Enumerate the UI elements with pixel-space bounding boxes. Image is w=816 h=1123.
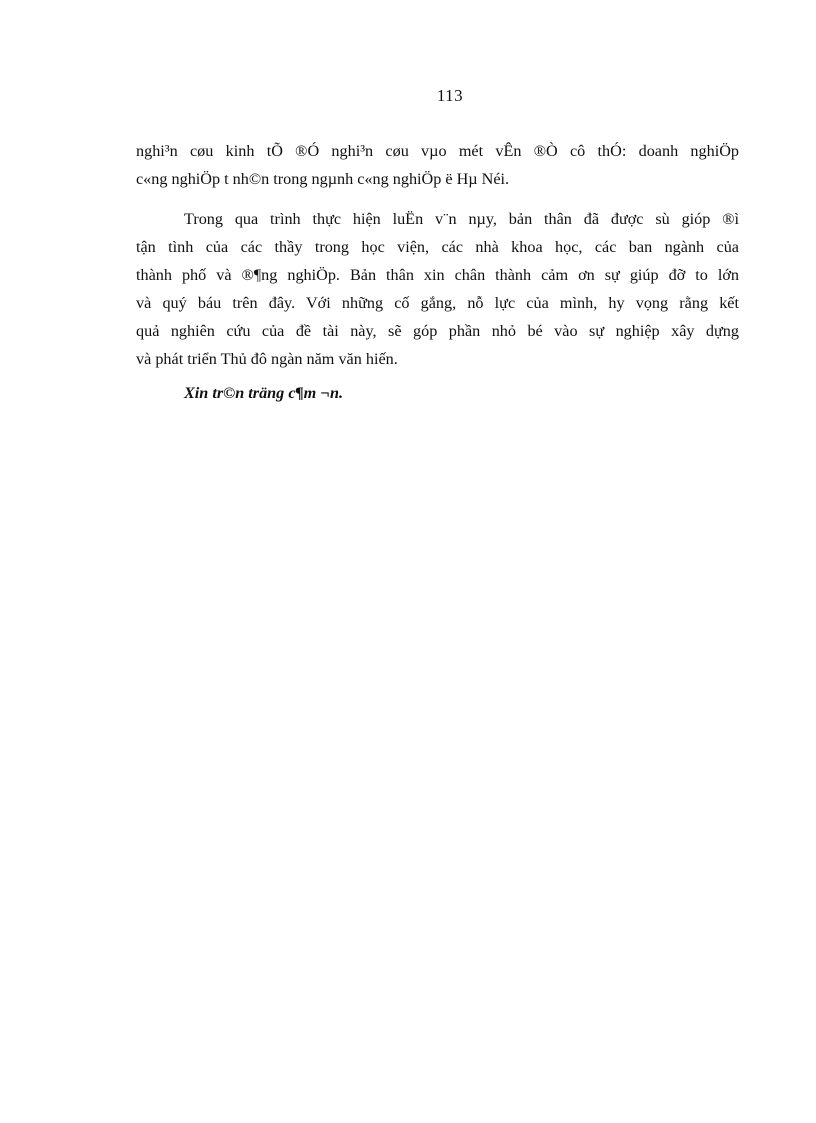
paragraph-line: tận tình của các thầy trong học viện, các nhà khoa học, các ban ngành của [136, 238, 739, 256]
paragraph-line: thành phố và ®¶ng nghiÖp. Bản thân xin chân thành cảm ơn sự giúp đỡ to lớn [136, 266, 739, 284]
closing-thanks: Xin tr©n träng c¶m ¬n. [184, 384, 344, 402]
paragraph-line: c«ng nghiÖp t nh©n trong ngµnh c«ng nghiÖp ë Hµ Néi. [136, 170, 510, 188]
paragraph-1 [136, 137, 739, 193]
paragraph-2 [136, 205, 739, 373]
paragraph-line: quả nghiên cứu của đề tài này, sẽ góp phần nhỏ bé vào sự nghiệp xây dựng [136, 322, 739, 340]
paragraph-line: nghi³n cøu kinh tÕ ®Ó nghi³n cøu vµo mét vÊn ®Ò cô thÓ: doanh nghiÖp [136, 142, 739, 160]
paragraph-line: Trong qua trình thực hiện luËn v¨n nµy, bản thân đã được sù gióp ®ì [184, 210, 739, 228]
closing-block [136, 379, 739, 407]
page-number: 113 [436, 86, 464, 105]
paragraph-line: và phát triển Thủ đô ngàn năm văn hiến. [136, 350, 398, 368]
paragraph-line: và quý báu trên đây. Với những cố gắng, nỗ lực của mình, hy vọng rằng kết [136, 294, 739, 312]
